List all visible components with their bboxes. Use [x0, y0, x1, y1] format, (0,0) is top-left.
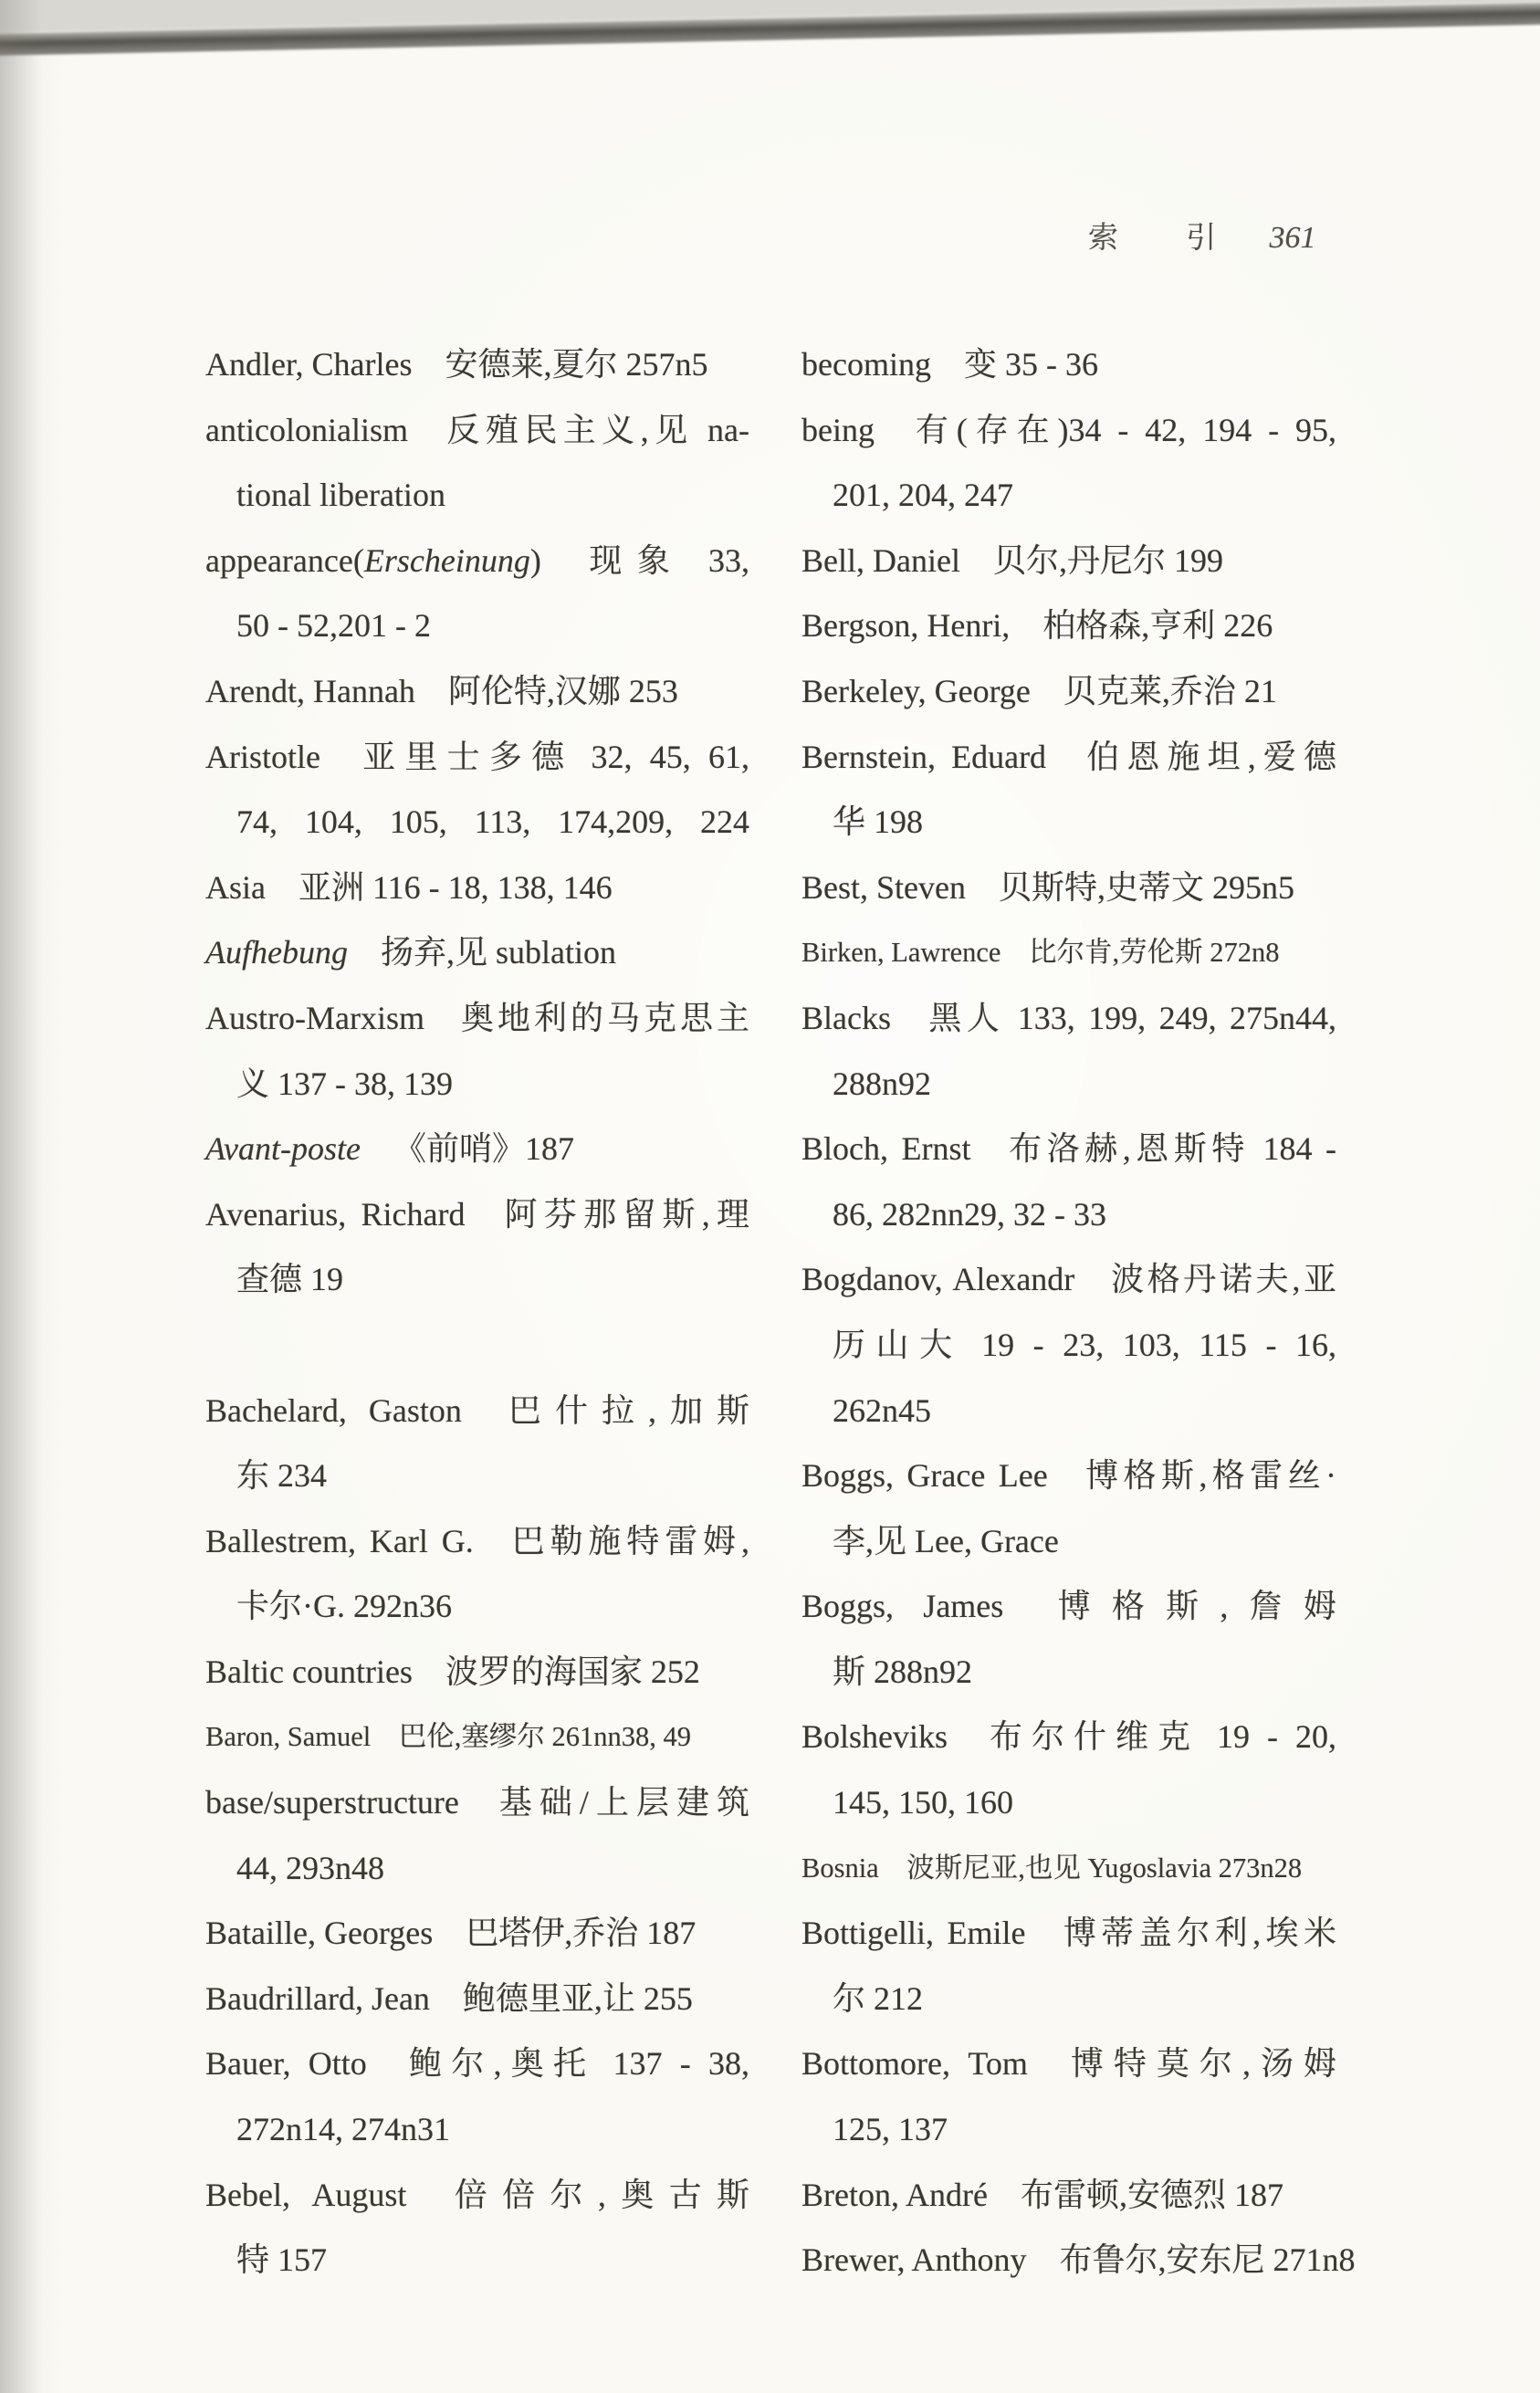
index-line — [801, 593, 1336, 659]
blank-line — [205, 1313, 749, 1379]
index-column-left — [205, 332, 749, 2293]
index-text: 东 234 — [236, 1457, 328, 1495]
index-line — [205, 593, 749, 659]
index-text: Bauer, Otto 鲍尔,奥托 137 - 38, — [205, 2045, 749, 2083]
index-line — [205, 2031, 749, 2097]
index-line — [205, 1247, 749, 1313]
index-line — [205, 1509, 749, 1575]
index-text: Bottigelli, Emile 博蒂盖尔利,埃米 — [801, 1915, 1336, 1952]
index-line — [205, 986, 749, 1052]
index-line — [801, 986, 1336, 1052]
index-text: 50 - 52,201 - 2 — [236, 607, 431, 645]
index-text: Baudrillard, Jean 鲍德里亚,让 255 — [205, 1979, 693, 2017]
index-text: 卡尔·G. 292n36 — [236, 1588, 452, 1625]
index-text: 288n92 — [833, 1065, 931, 1102]
index-text: 145, 150, 160 — [833, 1784, 1013, 1821]
index-line — [205, 1379, 749, 1444]
index-text: 74, 104, 105, 113, 174,209, 224 — [236, 803, 749, 841]
index-text: Boggs, James 博格斯,詹姆 — [801, 1588, 1336, 1625]
index-text: becoming 变 35 - 36 — [801, 346, 1098, 383]
index-line — [205, 855, 749, 921]
index-text: 272n14, 274n31 — [236, 2111, 450, 2148]
index-text: Bebel, August 倍倍尔,奥古斯 — [205, 2176, 749, 2213]
index-text: 125, 137 — [833, 2111, 948, 2148]
index-line — [801, 790, 1336, 855]
index-line — [801, 1705, 1336, 1770]
index-line — [801, 529, 1336, 594]
index-text: Boggs, Grace Lee 博格斯,格雷丝· — [801, 1457, 1336, 1495]
index-line — [801, 1182, 1336, 1248]
index-text: ) 现象 33, — [529, 541, 749, 579]
index-text: Arendt, Hannah 阿伦特,汉娜 253 — [205, 672, 678, 709]
index-line — [801, 1509, 1336, 1575]
index-line — [801, 1574, 1336, 1640]
index-line — [801, 1901, 1336, 1967]
index-line — [801, 1379, 1336, 1444]
index-text: Best, Steven 贝斯特,史蒂文 295n5 — [801, 868, 1294, 906]
index-line — [801, 2228, 1356, 2293]
index-line — [801, 1770, 1336, 1836]
index-line — [205, 1836, 749, 1902]
index-line — [801, 1247, 1336, 1313]
index-text: Bolsheviks 布尔什维克 19 - 20, — [801, 1718, 1336, 1756]
index-text: Baltic countries 波罗的海国家 252 — [205, 1653, 700, 1690]
index-text: Andler, Charles 安德莱,夏尔 257n5 — [205, 346, 708, 383]
index-text: 201, 204, 247 — [833, 477, 1013, 514]
index-line — [205, 463, 749, 529]
index-text: tional liberation — [236, 477, 445, 514]
index-text: 尔 212 — [833, 1979, 924, 2017]
index-text: Baron, Samuel 巴伦,塞缪尔 261nn38, 49 — [205, 1721, 692, 1753]
index-line — [205, 2228, 749, 2293]
index-line — [205, 1640, 749, 1706]
index-line — [205, 725, 749, 791]
index-text: Bottomore, Tom 博特莫尔,汤姆 — [801, 2045, 1336, 2083]
index-line — [801, 920, 1336, 986]
index-line — [205, 1967, 749, 2032]
index-text: Birken, Lawrence 比尔肯,劳伦斯 272n8 — [801, 937, 1280, 969]
index-line — [801, 1052, 1336, 1118]
index-text: Berkeley, George 贝克莱,乔治 21 — [801, 672, 1277, 709]
index-line — [205, 1052, 749, 1118]
index-line — [801, 659, 1336, 725]
index-line — [801, 463, 1336, 529]
index-text: being 有(存在)34 - 42, 194 - 95, — [801, 411, 1336, 448]
index-line — [801, 332, 1336, 398]
index-text: Bell, Daniel 贝尔,丹尼尔 199 — [801, 541, 1223, 579]
index-line — [801, 2163, 1336, 2229]
index-line — [205, 2097, 749, 2163]
section-title-char-2: 引 — [1186, 222, 1217, 255]
index-text: Breton, André 布雷顿,安德烈 187 — [801, 2176, 1283, 2213]
index-text: Bergson, Henri, 柏格森,亨利 226 — [801, 607, 1273, 645]
index-text: 义 137 - 38, 139 — [236, 1065, 453, 1102]
index-text: 扬弃,见 sublation — [347, 934, 616, 971]
index-text: anticolonialism 反殖民主义,见 na- — [205, 411, 749, 448]
index-text: Bosnia 波斯尼亚,也见 Yugoslavia 273n28 — [801, 1852, 1303, 1884]
index-text: Bogdanov, Alexandr 波格丹诺夫,亚 — [801, 1261, 1336, 1298]
page-number: 361 — [1269, 221, 1316, 255]
index-line — [801, 1313, 1336, 1379]
index-text: Austro-Marxism 奥地利的马克思主 — [205, 999, 749, 1036]
section-title-char-1: 索 — [1088, 222, 1118, 255]
index-line — [801, 725, 1336, 791]
index-line — [801, 1443, 1336, 1509]
index-text: 44, 293n48 — [236, 1849, 384, 1886]
index-text: Brewer, Anthony 布鲁尔,安东尼 271n8 — [801, 2241, 1356, 2279]
index-text: base/superstructure 基础/上层建筑 — [205, 1784, 749, 1821]
index-text: Blacks 黑人 133, 199, 249, 275n44, — [801, 999, 1336, 1036]
index-line — [801, 1967, 1336, 2032]
index-text: Bataille, Georges 巴塔伊,乔治 187 — [205, 1915, 697, 1952]
index-line — [205, 332, 749, 398]
index-text: Bernstein, Eduard 伯恩施坦,爱德 — [801, 738, 1336, 775]
index-line — [205, 1443, 749, 1509]
index-line — [205, 790, 749, 855]
index-line — [205, 1574, 749, 1640]
index-line — [801, 1117, 1336, 1182]
index-line — [801, 2031, 1336, 2097]
index-text: Asia 亚洲 116 - 18, 138, 146 — [205, 868, 613, 906]
page-left-edge-shadow — [0, 0, 42, 2393]
index-column-right — [801, 332, 1356, 2293]
index-line — [205, 2163, 749, 2229]
index-line — [801, 855, 1336, 921]
index-text: Bachelard, Gaston 巴什拉,加斯 — [205, 1391, 749, 1429]
index-line — [205, 1182, 749, 1248]
index-text: 86, 282nn29, 32 - 33 — [833, 1195, 1106, 1233]
index-text: Ballestrem, Karl G. 巴勒施特雷姆, — [205, 1522, 749, 1559]
index-text: 262n45 — [833, 1391, 931, 1429]
index-text-italic: Avant-poste — [205, 1130, 361, 1168]
index-text: 《前哨》187 — [360, 1130, 574, 1168]
index-text: 李,见 Lee, Grace — [833, 1522, 1059, 1559]
index-line — [205, 1705, 749, 1770]
index-line — [205, 529, 749, 594]
index-text-italic: Aufhebung — [205, 934, 348, 971]
index-text: 特 157 — [236, 2241, 328, 2279]
index-text: Bloch, Ernst 布洛赫,恩斯特 184 - — [801, 1130, 1336, 1168]
index-text: Aristotle 亚里士多德 32, 45, 61, — [205, 738, 749, 775]
index-text: 斯 288n92 — [833, 1653, 973, 1690]
index-line — [205, 1770, 749, 1836]
index-text: appearance( — [205, 541, 364, 579]
index-line — [801, 1640, 1336, 1706]
page-header — [1088, 217, 1316, 259]
index-line — [801, 2097, 1336, 2163]
index-text-italic: Erscheinung — [363, 541, 530, 579]
index-line — [205, 398, 749, 464]
index-line — [801, 398, 1336, 464]
index-line — [205, 920, 749, 986]
index-line — [801, 1836, 1336, 1902]
index-text: 查德 19 — [236, 1261, 344, 1298]
index-line — [205, 1117, 749, 1182]
index-text: 历山大 19 - 23, 103, 115 - 16, — [833, 1326, 1336, 1363]
index-line — [205, 659, 749, 725]
index-text: 华 198 — [833, 803, 924, 841]
index-line — [205, 1901, 749, 1967]
index-text: Avenarius, Richard 阿芬那留斯,理 — [205, 1195, 749, 1233]
